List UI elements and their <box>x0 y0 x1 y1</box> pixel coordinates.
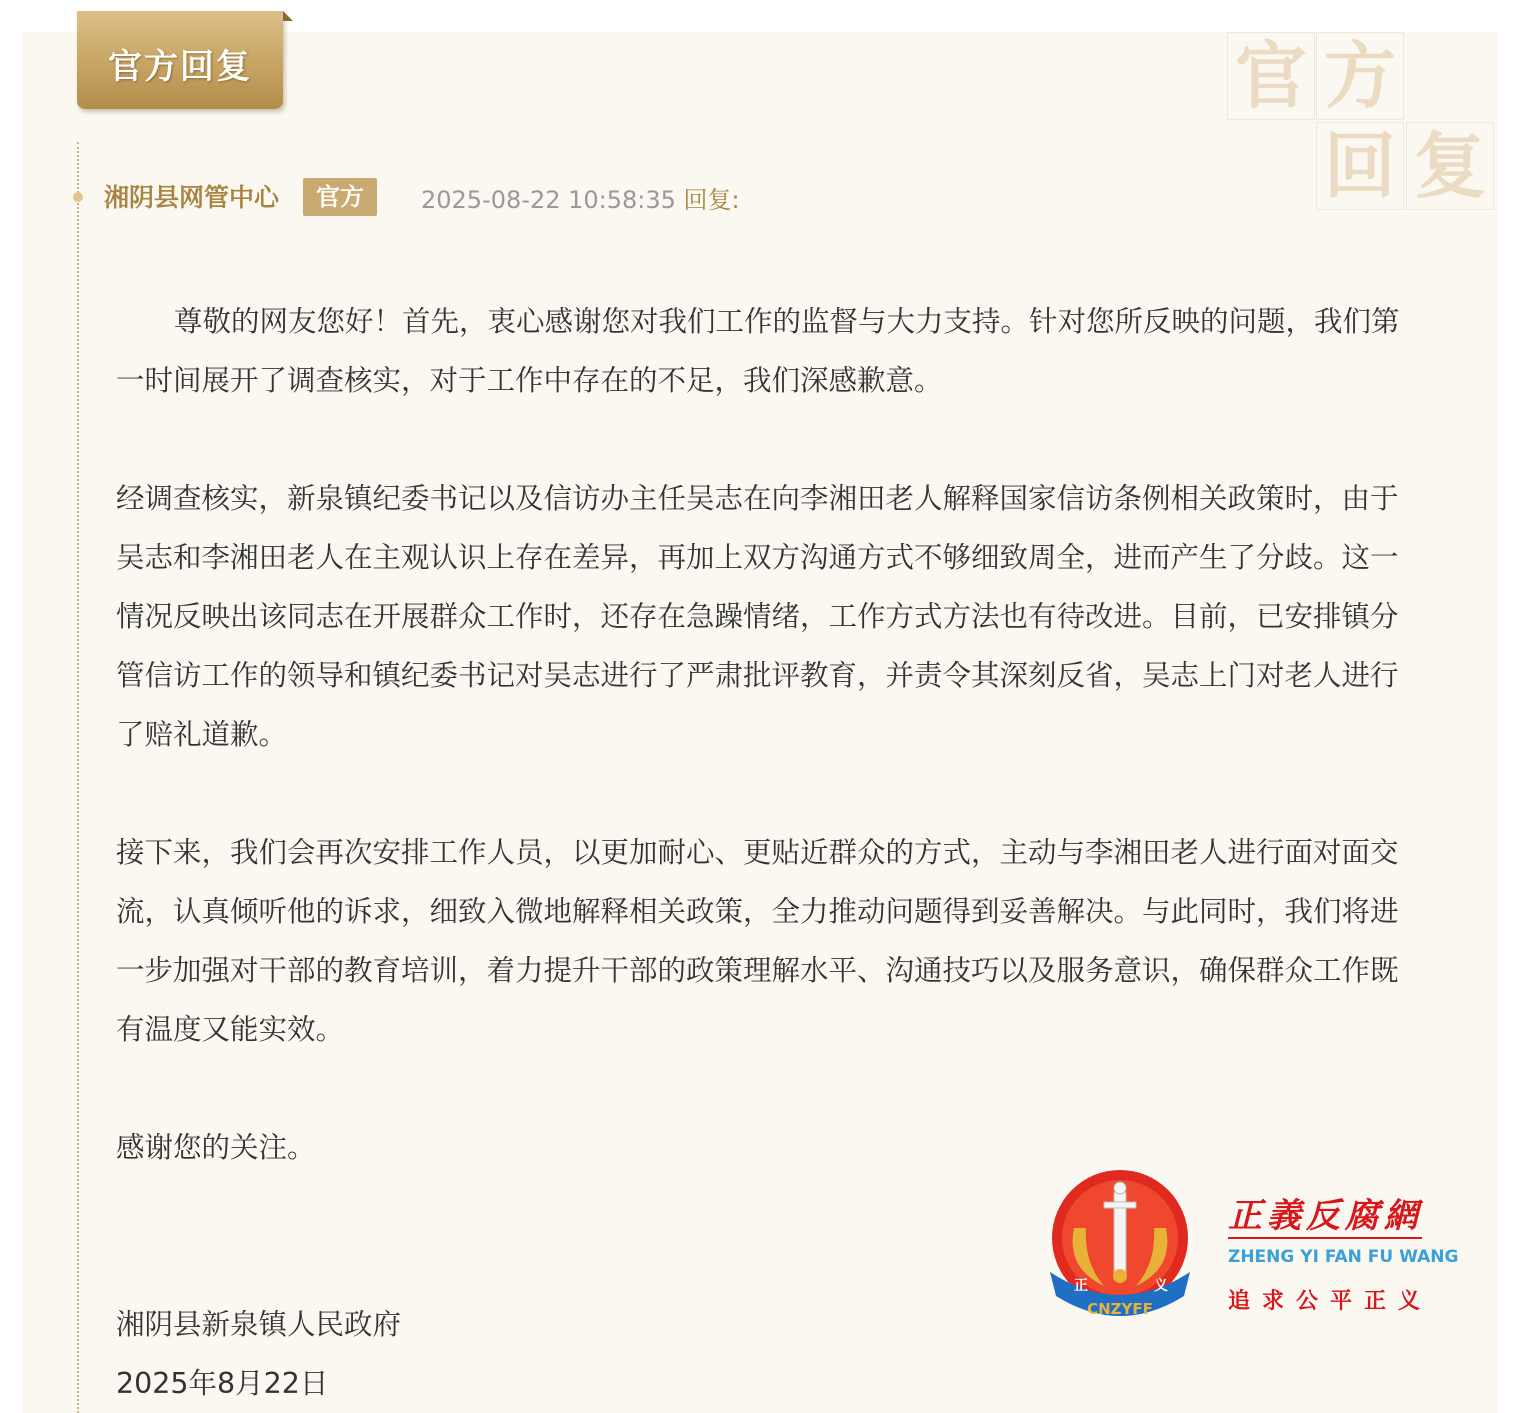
reply-paragraph-3: 接下来，我们会再次安排工作人员，以更加耐心、更贴近群众的方式，主动与李湘田老人进行面对面交流，认真倾听他的诉求，细致入微地解释相关政策，全力推动问题得到妥善解决。与此同时，我们将进一步加强对干部的教育培训，着力提升干部的政策理解水平、沟通技巧以及服务意识，确保群众工作既有温度又能实效。 <box>116 836 1399 1046</box>
reply-content <box>116 292 1418 1413</box>
logo-title: 正義反腐網 <box>1228 1196 1423 1236</box>
reply-author[interactable]: 湘阴县网管中心 <box>104 183 280 212</box>
emblem-text: CNZYFF <box>1087 1300 1153 1318</box>
watermark-char-3: 回 <box>1316 122 1404 210</box>
watermark-char-4: 复 <box>1406 122 1494 210</box>
timeline-dot <box>73 192 83 202</box>
reply-label: 回复: <box>683 186 740 214</box>
reply-signature: 湘阴县新泉镇人民政府 <box>116 1308 402 1341</box>
official-badge: 官方 <box>303 178 377 216</box>
timeline-line <box>77 142 79 1413</box>
reply-paragraph-2: 经调查核实，新泉镇纪委书记以及信访办主任吴志在向李湘田老人解释国家信访条例相关政策时，由于吴志和李湘田老人在主观认识上存在差异，再加上双方沟通方式不够细致周全，进而产生了分歧。这一情况反映出该同志在开展群众工作时，还存在急躁情绪，工作方式方法也有待改进。目前，已安排镇分管信访工作的领导和镇纪委书记对吴志进行了严肃批评教育，并责令其深刻反省，吴志上门对老人进行了赔礼道歉。 <box>116 482 1399 751</box>
reply-date: 2025年8月22日 <box>116 1367 329 1400</box>
watermark-char-2: 方 <box>1316 32 1404 120</box>
emblem-left-char: 正 <box>1074 1278 1088 1294</box>
watermark-char-1: 官 <box>1227 32 1315 120</box>
reply-paragraph-1: 尊敬的网友您好！首先，衷心感谢您对我们工作的监督与大力支持。针对您所反映的问题，我们第一时间展开了调查核实，对于工作中存在的不足，我们深感歉意。 <box>116 305 1400 397</box>
anti-corruption-emblem-icon <box>1044 1168 1196 1320</box>
logo-pinyin: ZHENG YI FAN FU WANG <box>1228 1247 1459 1267</box>
emblem-right-char: 义 <box>1154 1278 1168 1294</box>
official-reply-tab-label: 官方回复 <box>108 47 252 87</box>
reply-meta <box>421 180 740 215</box>
logo-divider <box>1228 1237 1422 1239</box>
logo-slogan: 追求公平正义 <box>1228 1289 1433 1314</box>
reply-thanks: 感谢您的关注。 <box>116 1131 316 1164</box>
reply-timestamp: 2025-08-22 10:58:35 <box>421 186 676 214</box>
official-reply-tab <box>77 11 283 109</box>
